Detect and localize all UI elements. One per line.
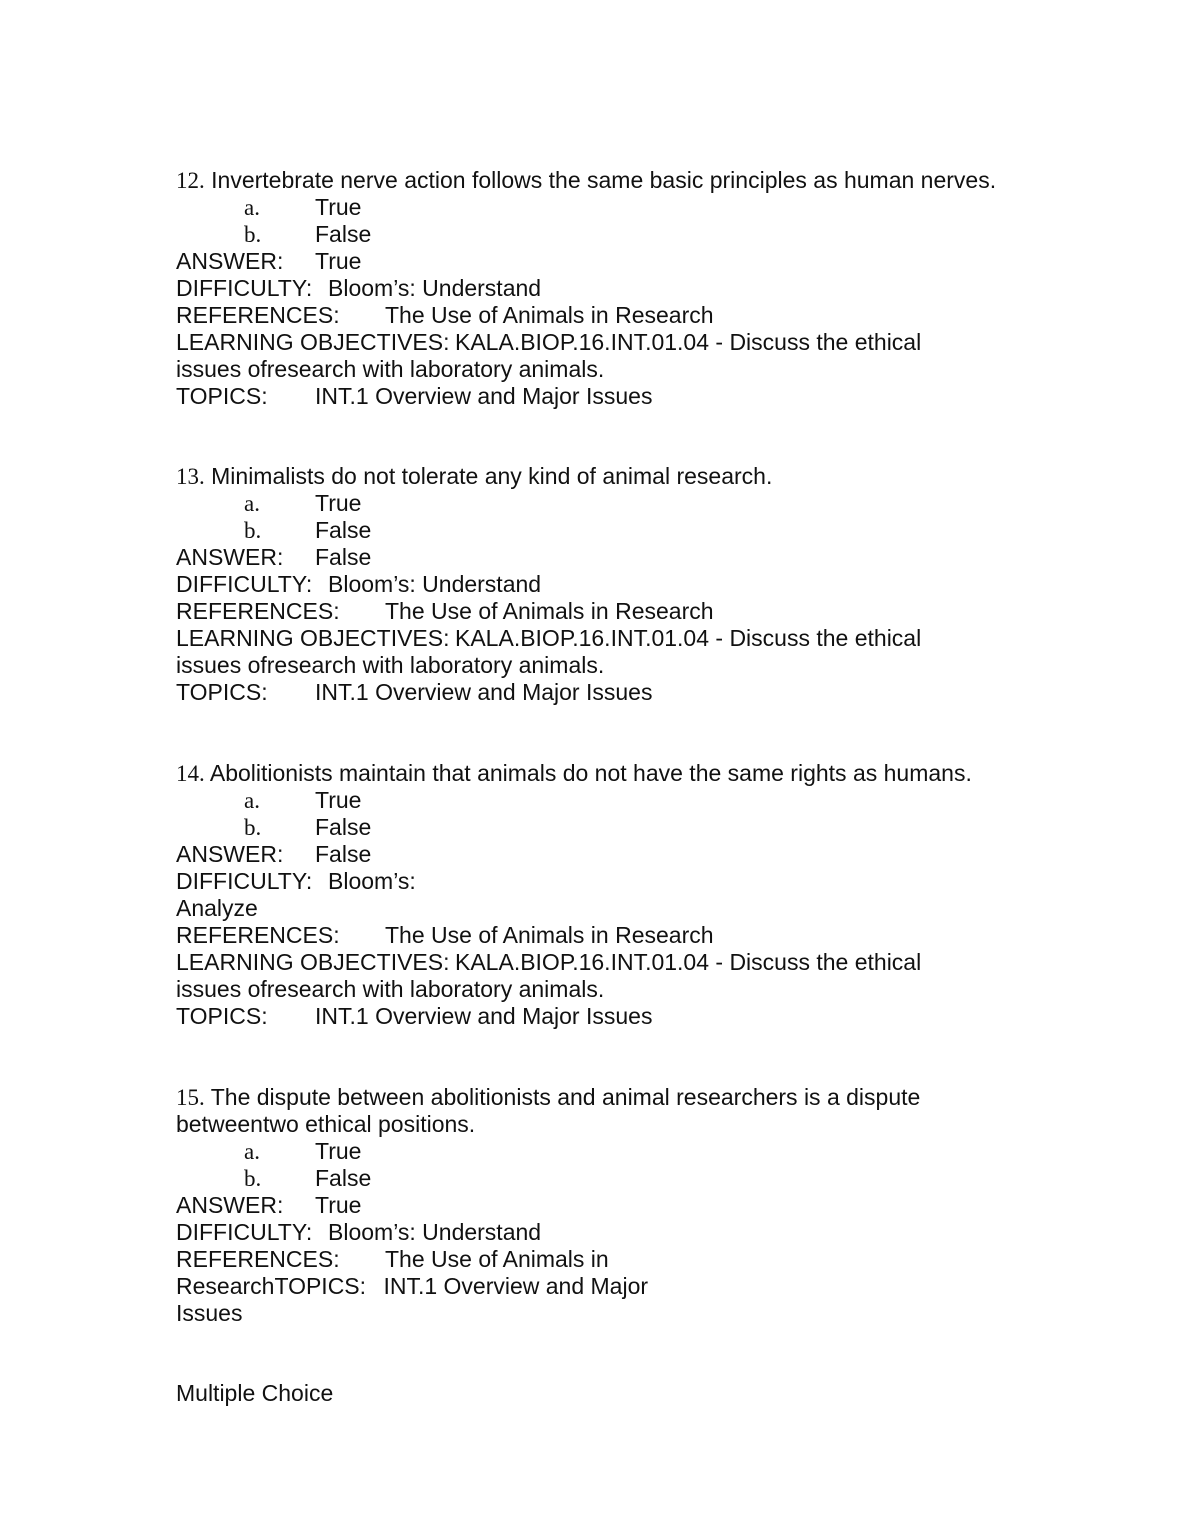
option-text: True bbox=[315, 1138, 362, 1164]
topics-label: TOPICS: bbox=[176, 383, 268, 409]
objectives-continued: issues ofresearch with laboratory animals. bbox=[176, 356, 605, 382]
topics-continued: Issues bbox=[176, 1300, 243, 1326]
difficulty-value: Bloom’s: Understand bbox=[328, 1219, 542, 1245]
section-heading: Multiple Choice bbox=[176, 1380, 334, 1406]
option-label: b. bbox=[244, 222, 262, 247]
difficulty-value: Bloom’s: Understand bbox=[328, 571, 542, 597]
question-number: 14. bbox=[176, 761, 205, 786]
references-continued: Research bbox=[176, 1273, 275, 1299]
answer-value: False bbox=[315, 544, 372, 570]
difficulty-label: DIFFICULTY: bbox=[176, 571, 313, 597]
references-value: The Use of Animals in Research bbox=[385, 302, 714, 328]
objectives-continued: issues ofresearch with laboratory animals. bbox=[176, 976, 605, 1002]
answer-label: ANSWER: bbox=[176, 544, 284, 570]
difficulty-line bbox=[176, 1219, 541, 1246]
difficulty-label: DIFFICULTY: bbox=[176, 868, 313, 894]
objectives-value: KALA.BIOP.16.INT.01.04 - Discuss the ethical bbox=[455, 949, 922, 975]
question-number: 15. bbox=[176, 1085, 205, 1110]
question-number: 12. bbox=[176, 168, 205, 193]
references-line bbox=[176, 1246, 609, 1273]
answer-label: ANSWER: bbox=[176, 1192, 284, 1218]
option-text: False bbox=[315, 1165, 372, 1191]
references-line bbox=[176, 598, 714, 625]
difficulty-label: DIFFICULTY: bbox=[176, 1219, 313, 1245]
option-label: a. bbox=[244, 195, 260, 220]
option-text: False bbox=[315, 221, 372, 247]
answer-label: ANSWER: bbox=[176, 841, 284, 867]
question-text: Abolitionists maintain that animals do not have the same rights as humans. bbox=[204, 760, 972, 786]
question-text-continued: betweentwo ethical positions. bbox=[176, 1111, 476, 1137]
references-topics-line bbox=[176, 1273, 648, 1300]
topics-line bbox=[176, 679, 652, 706]
question-stem bbox=[176, 463, 772, 490]
question-number: 13. bbox=[176, 464, 205, 489]
topics-label: TOPICS: bbox=[274, 1273, 367, 1299]
option-text: True bbox=[315, 490, 362, 516]
question-text: The dispute between abolitionists and animal researchers is a dispute bbox=[204, 1084, 921, 1110]
difficulty-label: DIFFICULTY: bbox=[176, 275, 313, 301]
objectives-label: LEARNING OBJECTIVES: bbox=[176, 625, 450, 651]
answer-value: False bbox=[315, 841, 372, 867]
references-value: The Use of Animals in bbox=[385, 1246, 609, 1272]
answer-label: ANSWER: bbox=[176, 248, 284, 274]
references-line bbox=[176, 302, 714, 329]
answer-line bbox=[176, 544, 371, 571]
option-label: a. bbox=[244, 1139, 260, 1164]
objectives-label: LEARNING OBJECTIVES: bbox=[176, 949, 450, 975]
question-stem bbox=[176, 760, 972, 787]
objectives-continued: issues ofresearch with laboratory animals. bbox=[176, 652, 605, 678]
references-value: The Use of Animals in Research bbox=[385, 598, 714, 624]
references-value: The Use of Animals in Research bbox=[385, 922, 714, 948]
references-label: REFERENCES: bbox=[176, 1246, 340, 1272]
option-text: True bbox=[315, 194, 362, 220]
option-text: False bbox=[315, 517, 372, 543]
option-label: a. bbox=[244, 788, 260, 813]
option-label: b. bbox=[244, 518, 262, 543]
references-label: REFERENCES: bbox=[176, 598, 340, 624]
difficulty-value: Bloom’s: bbox=[328, 868, 416, 894]
topics-line bbox=[176, 383, 652, 410]
difficulty-line bbox=[176, 571, 541, 598]
question-stem bbox=[176, 1084, 920, 1111]
topics-value: INT.1 Overview and Major bbox=[383, 1273, 649, 1299]
objectives-line bbox=[176, 949, 921, 976]
topics-label: TOPICS: bbox=[176, 1003, 268, 1029]
objectives-line bbox=[176, 625, 921, 652]
references-label: REFERENCES: bbox=[176, 922, 340, 948]
question-stem bbox=[176, 167, 996, 194]
answer-value: True bbox=[315, 1192, 362, 1218]
topics-label: TOPICS: bbox=[176, 679, 268, 705]
option-label: b. bbox=[244, 815, 262, 840]
objectives-value: KALA.BIOP.16.INT.01.04 - Discuss the ethical bbox=[455, 625, 922, 651]
option-text: False bbox=[315, 814, 372, 840]
difficulty-line bbox=[176, 868, 416, 895]
difficulty-line bbox=[176, 275, 541, 302]
topics-value: INT.1 Overview and Major Issues bbox=[315, 383, 653, 409]
topics-value: INT.1 Overview and Major Issues bbox=[315, 1003, 653, 1029]
references-label: REFERENCES: bbox=[176, 302, 340, 328]
topics-line bbox=[176, 1003, 652, 1030]
difficulty-continued: Analyze bbox=[176, 895, 258, 921]
topics-value: INT.1 Overview and Major Issues bbox=[315, 679, 653, 705]
answer-line bbox=[176, 841, 371, 868]
answer-value: True bbox=[315, 248, 362, 274]
difficulty-value: Bloom’s: Understand bbox=[328, 275, 542, 301]
objectives-value: KALA.BIOP.16.INT.01.04 - Discuss the ethical bbox=[455, 329, 922, 355]
objectives-line bbox=[176, 329, 921, 356]
option-label: a. bbox=[244, 491, 260, 516]
option-label: b. bbox=[244, 1166, 262, 1191]
option-text: True bbox=[315, 787, 362, 813]
objectives-label: LEARNING OBJECTIVES: bbox=[176, 329, 450, 355]
question-text: Minimalists do not tolerate any kind of animal research. bbox=[204, 463, 773, 489]
answer-line bbox=[176, 248, 361, 275]
references-line bbox=[176, 922, 714, 949]
answer-line bbox=[176, 1192, 361, 1219]
question-text: Invertebrate nerve action follows the same basic principles as human nerves. bbox=[204, 167, 997, 193]
